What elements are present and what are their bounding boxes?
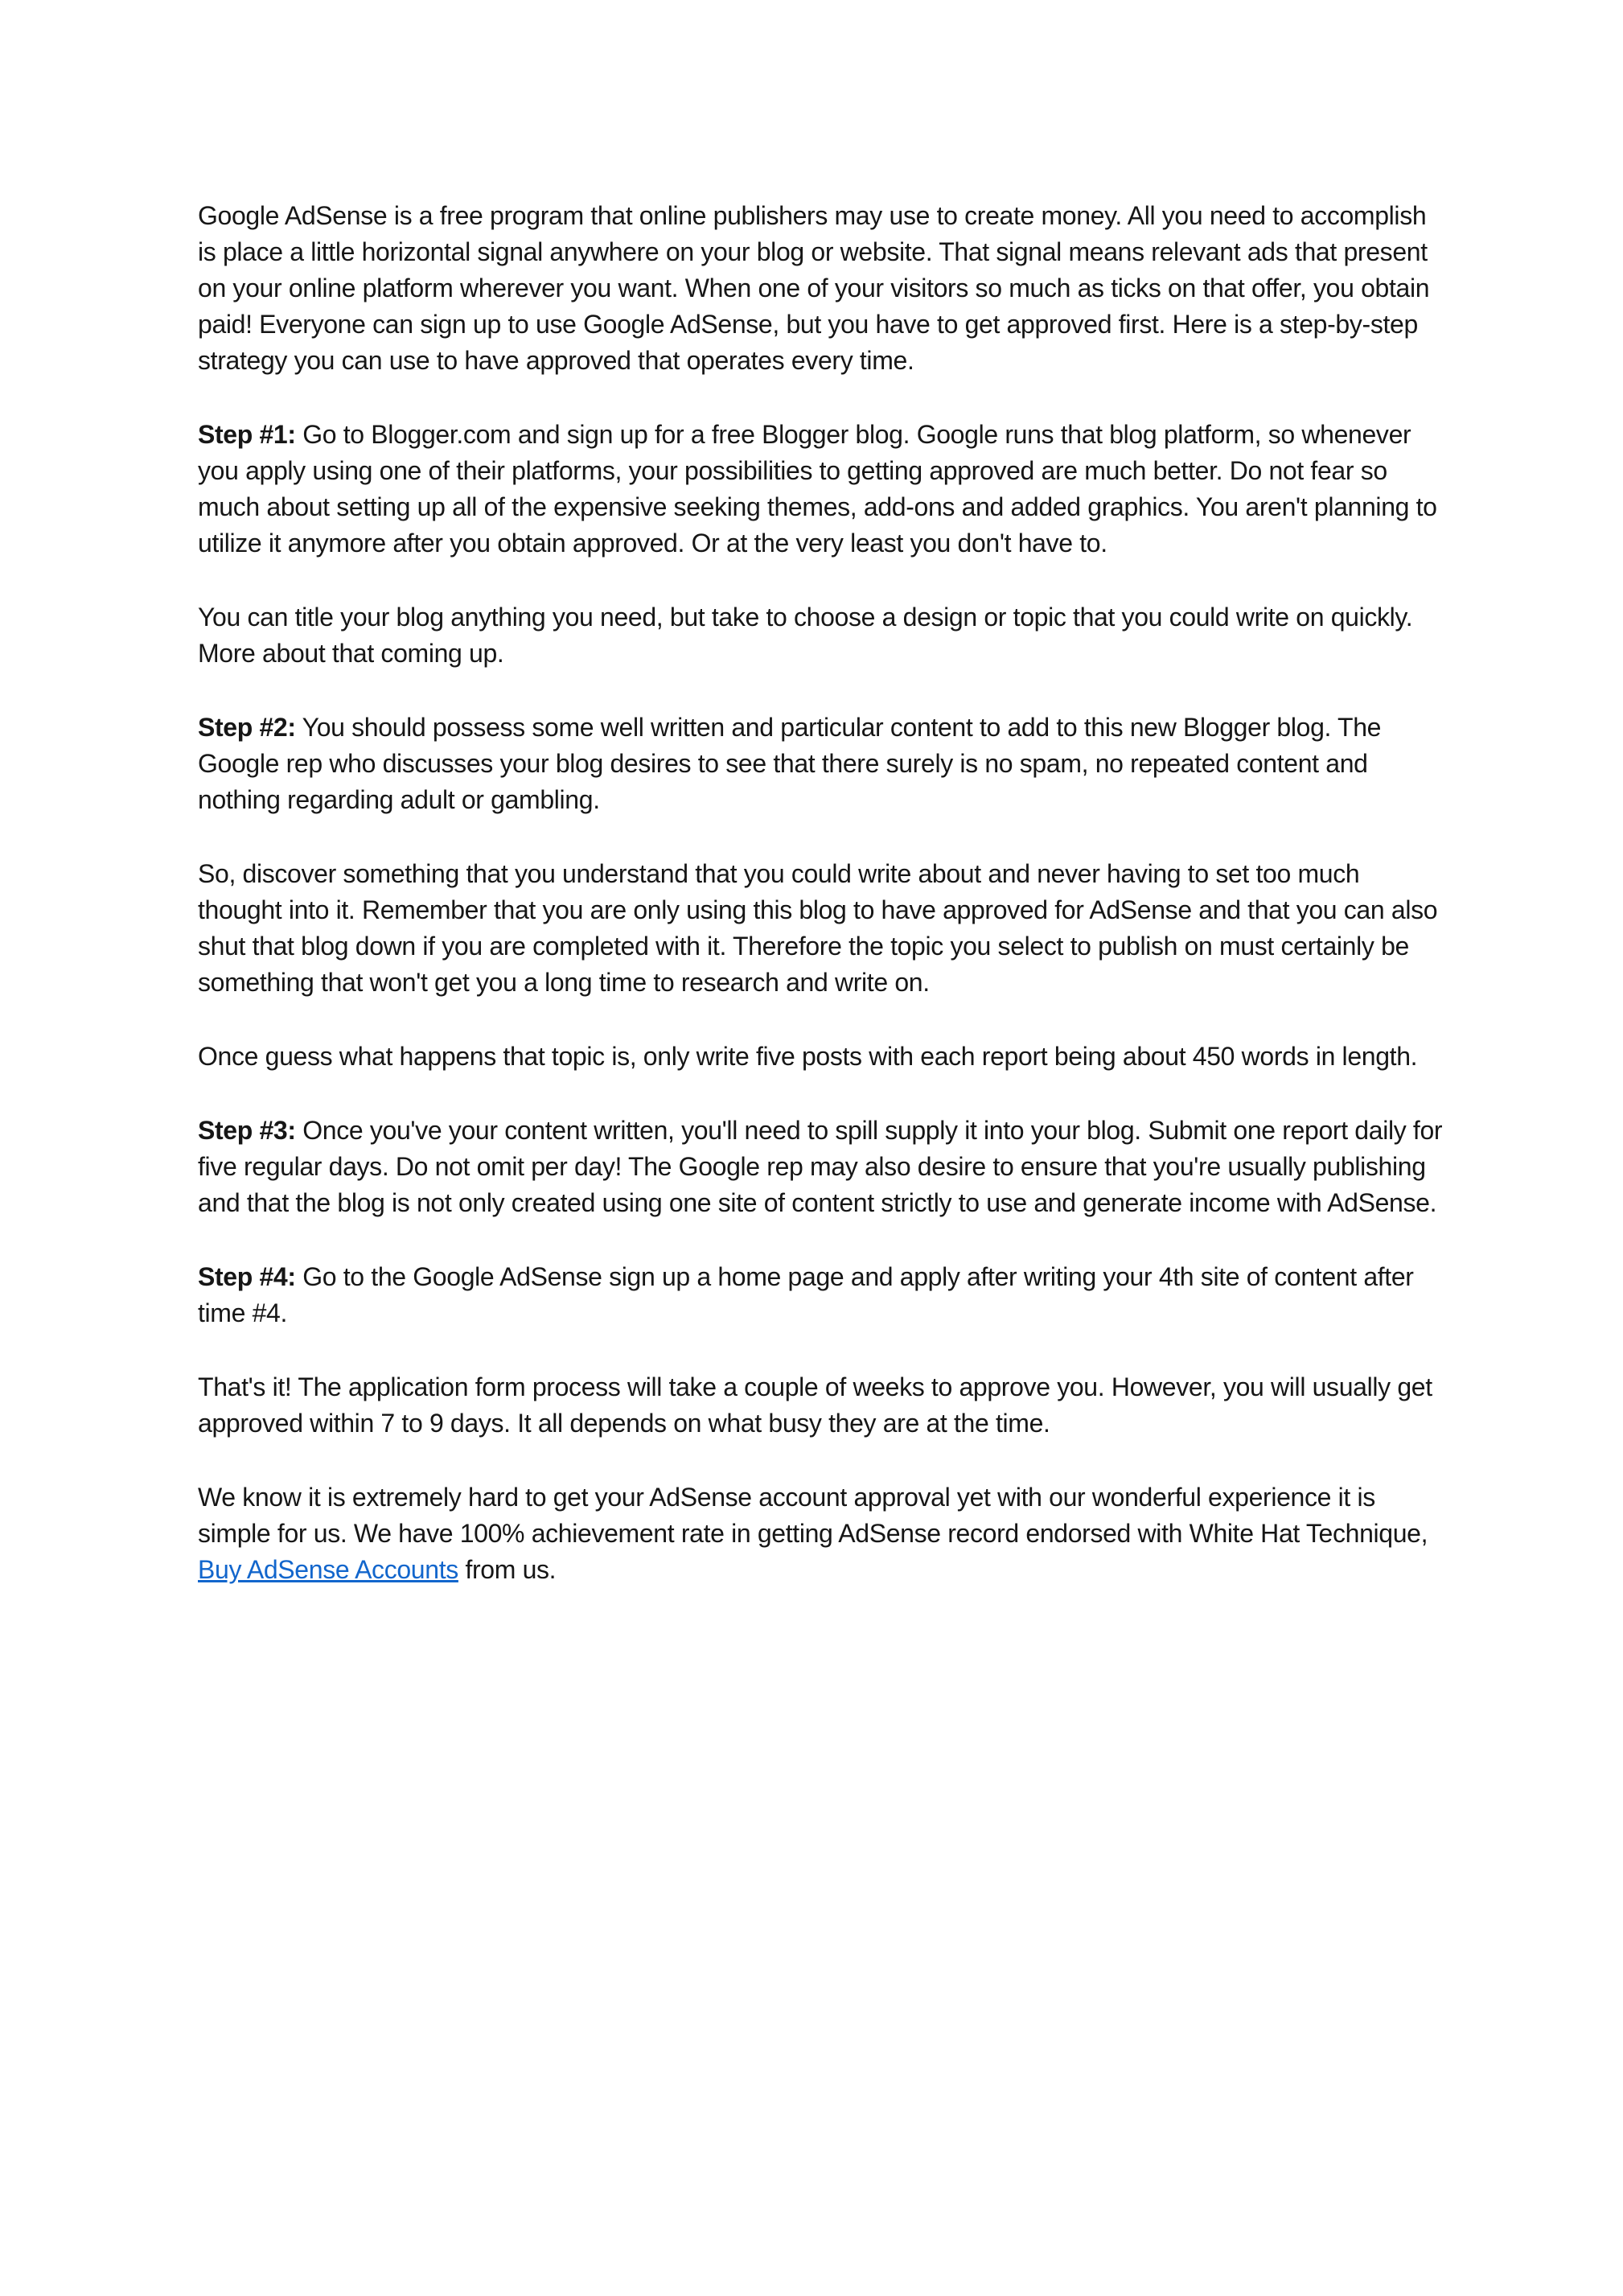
paragraph-text: So, discover something that you understand that you could write about and never having to set too much thought into it. Remember that you are only using this blog to have approved for AdSense and that you can also shut that blog down if you are completed with it. Therefore the topic you select to publish on must certainly be something that won't get you a long time to research and write on. [198,859,1438,997]
paragraph-step-4 [198,1259,1446,1331]
paragraph-step-3 [198,1113,1446,1221]
paragraph-text: We know it is extremely hard to get your AdSense account approval yet with our wonderful experience it is simple for us. We have 100% achievement rate in getting AdSense record endorsed with White Hat Technique, [198,1483,1428,1548]
paragraph-text: Google AdSense is a free program that online publishers may use to create money. All you need to accomplish is place a little horizontal signal anywhere on your blog or website. That signal means relevant ads that present on your online platform wherever you want. When one of your visitors so much as ticks on that offer, you obtain paid! Everyone can sign up to use Google AdSense, but you have to get approved first. Here is a step-by-step strategy you can use to have approved that operates every time. [198,201,1430,375]
paragraph-text: Go to Blogger.com and sign up for a free Blogger blog. Google runs that blog platform, so whenever you apply using one of their platforms, your possibilities to getting approved are much better. Do not fear so much about setting up all of the expensive seeking themes, add-ons and added graphics. You aren't planning to utilize it anymore after you obtain approved. Or at the very least you don't have to. [198,420,1437,558]
paragraph-step-1 [198,417,1446,562]
paragraph-text: You should possess some well written and particular content to add to this new Blogger blog. The Google rep who discusses your blog desires to see that there surely is no spam, no repeated content and nothing regarding adult or gambling. [198,713,1382,814]
paragraph-text: Once you've your content written, you'll need to spill supply it into your blog. Submit one report daily for five regular days. Do not omit per day! The Google rep may also desire to ensure that you're usually publishing and that the blog is not only created using one site of content strictly to use and generate income with AdSense. [198,1116,1443,1217]
step-1-label: Step #1: [198,420,296,449]
paragraph-approval-time [198,1369,1446,1442]
paragraph-text: You can title your blog anything you need, but take to choose a design or topic that you could write on quickly. More about that coming up. [198,603,1413,668]
paragraph-text: That's it! The application form process will take a couple of weeks to approve you. However, you will usually get approved within 7 to 9 days. It all depends on what busy they are at the time. [198,1372,1432,1438]
buy-adsense-accounts-link[interactable]: Buy AdSense Accounts [198,1555,458,1584]
step-2-label: Step #2: [198,713,296,742]
step-3-label: Step #3: [198,1116,296,1145]
paragraph-step-2 [198,710,1446,818]
paragraph-intro [198,198,1446,379]
paragraph-closing [198,1479,1446,1588]
paragraph-blog-title [198,599,1446,672]
paragraph-post-length [198,1039,1446,1075]
paragraph-text: Once guess what happens that topic is, only write five posts with each report being about 450 words in length. [198,1042,1418,1071]
paragraph-topic-choice [198,856,1446,1001]
paragraph-text: from us. [458,1555,557,1584]
step-4-label: Step #4: [198,1262,296,1291]
document-page [198,198,1446,1626]
paragraph-text: Go to the Google AdSense sign up a home page and apply after writing your 4th site of content after time #4. [198,1262,1414,1327]
